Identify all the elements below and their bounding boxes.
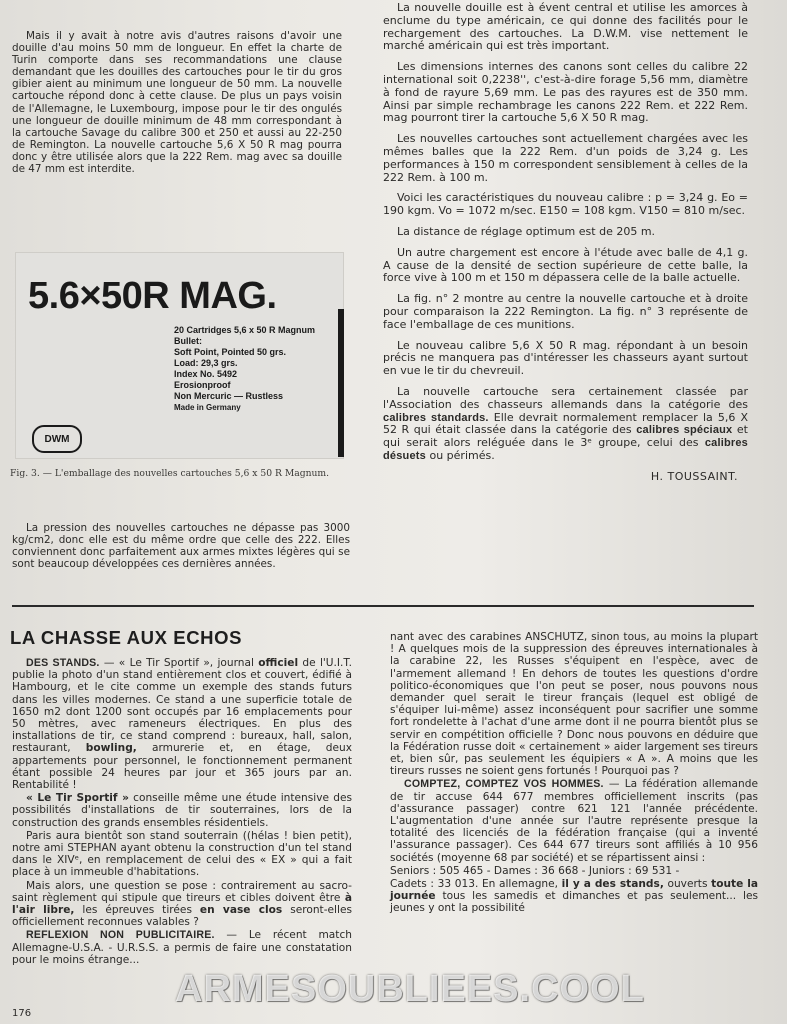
text: Elle devrait normalement remplacer la 5,6 X 52 R qui était classée dans la catégorie des [383, 410, 748, 437]
cartridge-box-photo [15, 252, 344, 459]
echos-column-right [390, 631, 758, 916]
package-edge [338, 309, 344, 457]
bold-term: calibres désuets [383, 437, 748, 462]
package-line: Load: 29,3 grs. [174, 358, 238, 368]
paragraph: Le nouveau calibre 5,6 X 50 R mag. répondant à un besoin précis ne manquera pas d'intéresser les chasseurs ayant surtout en vue le tir du chevreuil. [383, 338, 748, 378]
bold-term: « Le Tir Sportif » [26, 792, 129, 805]
text: — Le récent match Allemagne-U.S.A. - U.R.S.S. a permis de faire une constatation pour le moins étrange... [12, 929, 352, 966]
article-column-right [383, 2, 748, 492]
paragraph: La fig. n° 2 montre au centre la nouvelle cartouche et à droite pour comparaison la 222 Remington. La fig. n° 3 représente de face l'emballage de ces munitions. [383, 292, 748, 331]
paragraph [390, 878, 758, 915]
site-watermark: ARMESOUBLIEES.COOL [175, 968, 645, 1010]
text: — « Le Tir Sportif », journal [99, 657, 259, 669]
package-line: Soft Point, Pointed 50 grs. [174, 347, 287, 357]
text: les épreuves tirées [74, 904, 200, 917]
package-line: Made in Germany [174, 403, 241, 412]
text: Mais alors, une question se pose : contrairement au sacro-saint règlement qui stipule que tireurs et cibles doivent être [12, 879, 352, 904]
paragraph [390, 778, 758, 863]
figure-caption: Fig. 3. — L'emballage des nouvelles cartouches 5,6 x 50 R Magnum. [10, 468, 330, 479]
text: La nouvelle cartouche sera certainement classée par l'Association des chasseurs allemands dans la catégorie des [383, 384, 748, 411]
bold-term: bowling, [85, 742, 137, 755]
package-line: Non Mercuric — Rustless [174, 391, 284, 401]
echos-column-left [12, 657, 352, 967]
package-title: 5.6×50R MAG. [28, 275, 277, 317]
paragraph: Voici les caractéristiques du nouveau calibre : p = 3,24 g. Eo = 190 kgm. Vo = 1072 m/sec. E150 = 108 kgm. V150 = 810 m/sec. [383, 191, 748, 218]
run-in-heading: REFLEXION NON PUBLICITAIRE. [26, 929, 215, 942]
paragraph: Mais il y avait à notre avis d'autres raisons d'avoir une douille d'au moins 50 mm de longueur. En effet la charte de Turin comporte dans ses recommandations une clause demandant que les douilles des cartouches pour le tir du gros gibier aient au minimum une longueur de 50 mm. La nouvelle cartouche répond donc à cette clause. De plus un pays voisin de l'Allemagne, le Luxembourg, impose pour le tir des ongulés une longueur de douille minimum de 48 mm correspondant à la cartouche Savage du calibre 300 et 250 et aussi au 22-250 de Remington. La nouvelle cartouche 5,6 X 50 R mag pourra donc y être utilisée alors que la 222 Rem. mag avec sa douille de 47 mm est interdite. [12, 30, 342, 176]
text: seront-elles officiellement reconnues valables ? [12, 904, 352, 929]
paragraph: Les dimensions internes des canons sont celles du calibre 22 international soit 0,2238'', c'est-à-dire forage 5,56 mm, diamètre à fond de rayure 5,69 mm. Le pas des rayures est de 350 mm. Ainsi par simple rechambrage les canons 222 Rem. et 222 Rem. mag pourront tirer la cartouche 5,6 X 50 R mag. [383, 60, 748, 125]
text: ouverts [663, 878, 712, 891]
text: conseille même une étude intensive des possibilités d'installations de tir souterraines, lors de la construction des grands ensembles résidentiels. [12, 792, 352, 829]
bold-term: calibres spéciaux [636, 424, 733, 437]
paragraph [12, 880, 352, 929]
paragraph: La nouvelle douille est à évent central et utilise les amorces à enclume du type américain, ce qui donne des facilités pour le rechargement des cartouches. La D.W.M. vise nettement le marché américain qui est très important. [383, 1, 748, 53]
package-line: Bullet: [174, 336, 202, 346]
page-number: 176 [12, 1008, 32, 1019]
package-line: Index No. 5492 [174, 369, 238, 379]
paragraph: nant avec des carabines ANSCHUTZ, sinon tous, au moins la plupart ! A quelques mois de la suppression des épreuves internationales à la carabine 22, les Russes s'équipent en l'espèce, avec de l'armement allemand ! En dehors de toutes les questions d'ordre politico-économiques que l'on peut se poser, nous pouvons nous demander quel serait le tireur français (lequel est obligé de s'équiper lui-même) assez inconséquent pour sacrifier une somme fort rondelette à l'achat d'une arme dont il ne pourra bientôt plus se servir en compétition officielle ? Donc nous pouvons en déduire que la Fédération russe doit « certainement » aider largement ses tireurs et, bien sûr, pas seulement les équipiers « A ». A moins que les tireurs russes ne soient gens fortunés ! Pourquoi pas ? [390, 631, 758, 778]
text: tous les samedis et dimanches et pas seulement... les jeunes y ont la possibilité [390, 890, 758, 915]
bold-term: officiel [258, 657, 299, 669]
paragraph: La pression des nouvelles cartouches ne dépasse pas 3000 kg/cm2, donc elle est du même ordre que celle des 222. Elles conviennent donc parfaitement aux armes mixtes légères qui se sont beaucoup développées ces dernières années. [12, 522, 350, 571]
dwm-logo: DWM [32, 425, 82, 453]
section-title: LA CHASSE AUX ECHOS [10, 627, 243, 648]
paragraph [12, 929, 352, 966]
section-divider [12, 605, 754, 607]
paragraph [12, 657, 352, 791]
paragraph: Les nouvelles cartouches sont actuellement chargées avec les mêmes balles que la 222 Rem. d'un poids de 3,24 g. Les performances à 150 m correspondent sensiblement à celles de la 222 Rem. à 100 m. [383, 132, 748, 184]
author-signature: H. TOUSSAINT. [650, 469, 738, 483]
text: ou périmés. [425, 448, 495, 462]
text: armurerie et, en étage, deux appartements pour personnel, le fonctionnement permanent étant possible 24 heures par jour et 365 jours par an. Rentabilité ! [12, 742, 352, 792]
article-column-bottom-left [12, 522, 350, 576]
bold-term: il y a des stands, [561, 878, 664, 891]
text: Cadets : 33 013. En allemagne, [390, 878, 562, 891]
paragraph: Seniors : 505 465 - Dames : 36 668 - Juniors : 69 531 - [390, 864, 680, 877]
bold-term: en vase clos [199, 904, 283, 917]
package-details [174, 325, 344, 413]
paragraph: Un autre chargement est encore à l'étude avec balle de 4,1 g. A cause de la densité de section supérieure de cette balle, la force vive à 100 m et 150 m dépassera celle de la balle actuelle. [383, 245, 748, 285]
package-line: 20 Cartridges 5,6 x 50 R Magnum [174, 325, 316, 335]
paragraph [383, 386, 748, 463]
bold-term: à l'air libre, [12, 891, 352, 917]
run-in-heading: DES STANDS. [26, 657, 100, 669]
package-line: Erosionproof [174, 380, 231, 390]
run-in-heading: COMPTEZ, COMPTEZ VOS HOMMES. [404, 778, 604, 791]
bold-term: calibres standards. [383, 411, 489, 424]
paragraph [12, 792, 352, 829]
text: et qui serait alors reléguée dans le 3ᵉ groupe, celui des [383, 423, 748, 450]
text: — La fédération allemande de tir accuse 644 677 membres officiellement inscrits (pas d'assurance passager) contre 621 121 l'année précédente. L'augmentation d'une année sur l'autre représente presque la totalité des licenciés de la fédération française (qui a inventé l'assurance passager). Ces 644 677 tireurs sont affiliés à 10 956 sociétés (moyenne 68 par société) et se répartissent ainsi : [390, 778, 758, 864]
paragraph: La distance de réglage optimum est de 205 m. [397, 224, 656, 238]
paragraph: Paris aura bientôt son stand souterrain ((hélas ! bien petit), notre ami STEPHAN ayant obtenu la construction d'un tel stand dans le XIVᵉ, en remplacement de celui des « EX » qui a fait place à un immeuble d'habitations. [12, 829, 352, 879]
article-column-top-left [12, 30, 342, 181]
bold-term: toute la journée [390, 878, 758, 903]
text: de l'U.I.T. publie la photo d'un stand entièrement clos et couvert, édifié à Hambourg, et le cite comme un exemple des stands futurs dans les villes modernes. Ce stand a une superficie totale de 1650 m2 dont 1200 sont occupés par 16 emplacements pour 50 mètres, avec rameneurs électriques. En plus des installations de tir, ce stand comprend : bureaux, hall, salon, restaurant, [12, 657, 352, 755]
